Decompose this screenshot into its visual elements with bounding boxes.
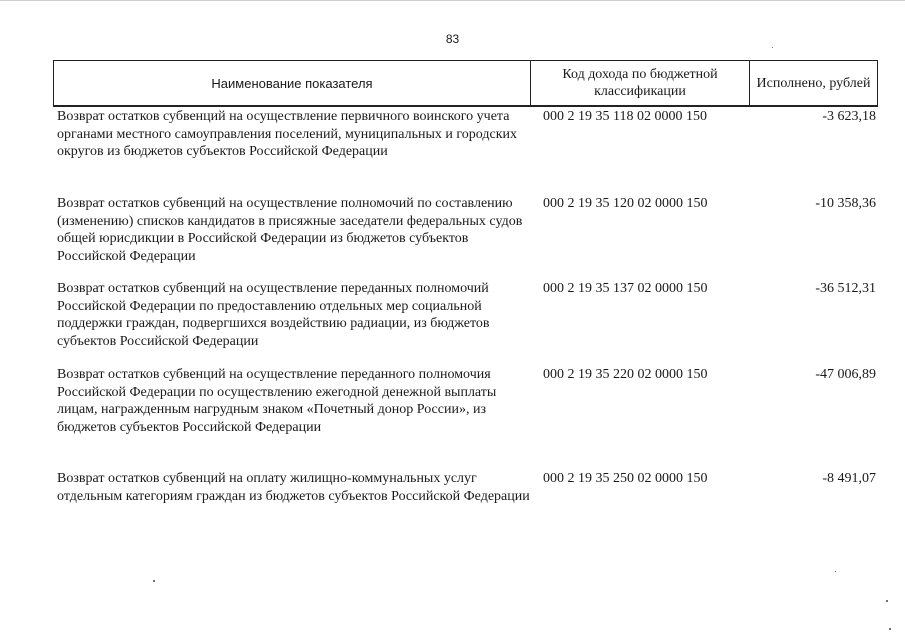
row-amount: -8 491,07	[822, 471, 876, 486]
scan-speck	[153, 580, 155, 582]
row-code: 000 2 19 35 118 02 0000 150	[543, 109, 707, 124]
row-name: Возврат остатков субвенций на осуществление переданных полномочий Российской Федерации по предоставлению отдельных мер социальной поддержки граждан, подвергшихся воздействию радиации, из бюджетов субъектов Российской Федерации	[57, 281, 490, 349]
scan-speck	[835, 571, 836, 572]
row-name: Возврат остатков субвенций на осуществление переданного полномочия Российской Федерации по осуществлению ежегодной денежной выплаты лицам, награжденным нагрудным знаком «Почетный донор России», из бюджетов субъектов Российской Федерации	[57, 367, 497, 435]
row-code: 000 2 19 35 220 02 0000 150	[543, 367, 708, 382]
row-code: 000 2 19 35 120 02 0000 150	[543, 196, 708, 211]
scan-speck	[886, 600, 888, 602]
scan-speck	[889, 628, 891, 630]
row-name: Возврат остатков субвенций на осуществление полномочий по составлению (изменению) списков кандидатов в присяжные заседатели федеральных судов общей юрисдикции в Российской Федерации из бюджетов субъектов Российской Федерации	[57, 196, 523, 264]
table-header	[53, 60, 878, 107]
row-code: 000 2 19 35 137 02 0000 150	[543, 281, 708, 296]
scan-speck	[772, 47, 773, 48]
row-amount: -10 358,36	[815, 196, 876, 211]
header-name-column: Наименование показателя	[54, 61, 531, 105]
row-amount: -3 623,18	[822, 109, 876, 124]
row-name: Возврат остатков субвенций на осуществление первичного воинского учета органами местного самоуправления поселений, муниципальных и городских округов из бюджетов субъектов Российской Федерации	[57, 109, 517, 159]
row-amount: -36 512,31	[815, 281, 876, 296]
page-number: 83	[445, 32, 460, 46]
row-name: Возврат остатков субвенций на оплату жилищно-коммунальных услуг отдельным категориям граждан из бюджетов субъектов Российской Федерации	[57, 471, 530, 504]
header-amount-column: Исполнено, рублей	[756, 75, 871, 91]
row-code: 000 2 19 35 250 02 0000 150	[543, 471, 708, 486]
row-amount: -47 006,89	[815, 367, 876, 382]
header-code-column: Код дохода по бюджетной классификации	[531, 61, 750, 105]
scan-edge	[0, 0, 905, 1]
